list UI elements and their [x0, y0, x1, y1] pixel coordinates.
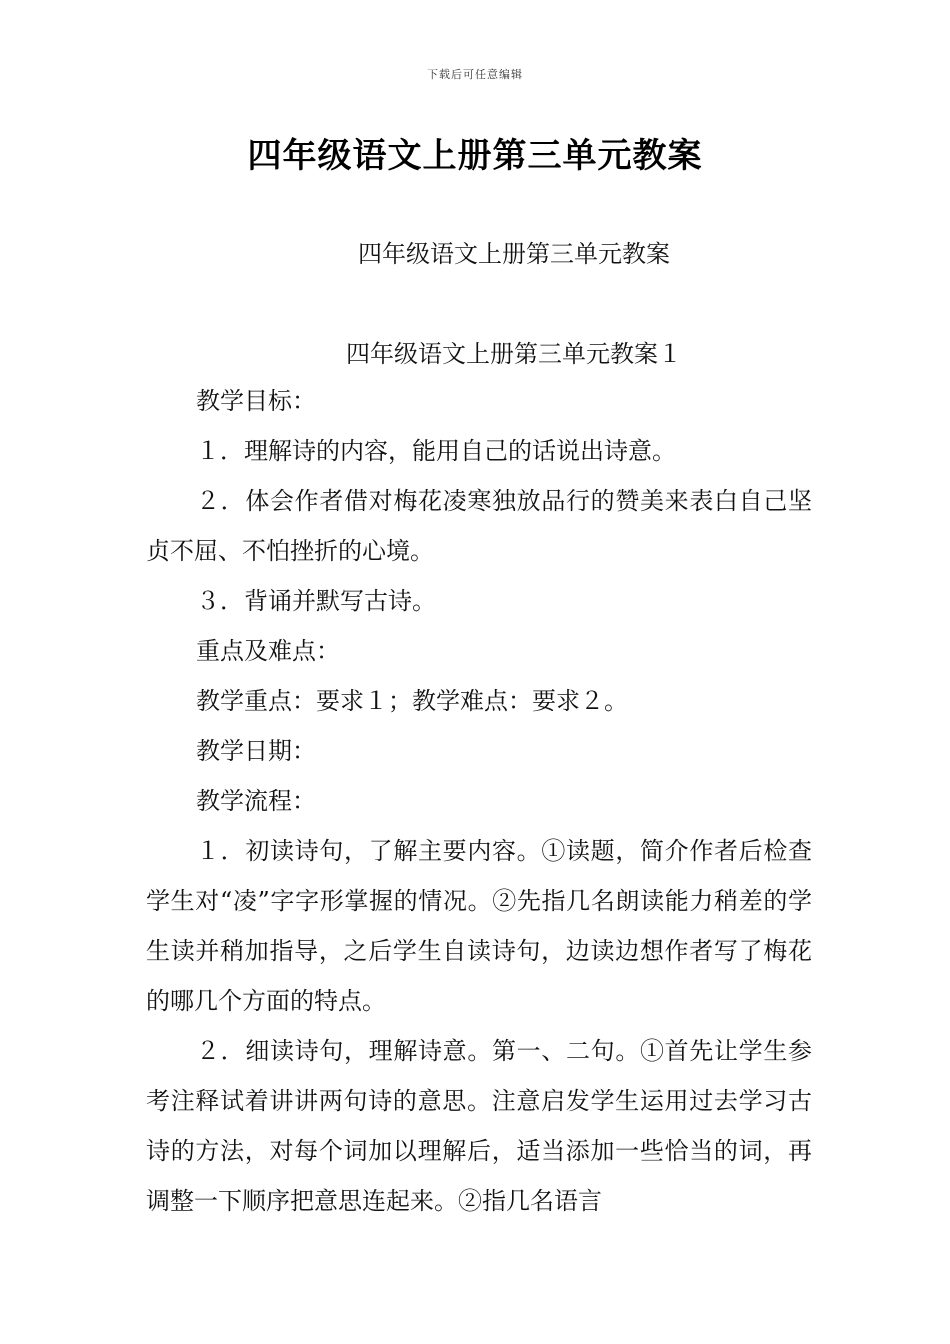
paragraph: １．初读诗句，了解主要内容。①读题，简介作者后检查学生对“凌”字字形掌握的情况。②先指几名朗读能力稍差的学生读并稍加指导，之后学生自读诗句，边读边想作者写了梅花的哪几个方面的特点。	[146, 837, 812, 1015]
paragraph: 教学目标：	[196, 387, 316, 415]
paragraph: 重点及难点：	[196, 637, 340, 665]
header-note: 下载后可任意编辑	[427, 68, 523, 81]
body-text	[146, 376, 812, 1226]
paragraph: ２．细读诗句，理解诗意。第一、二句。①首先让学生参考注释试着讲讲两句诗的意思。注意启发学生运用过去学习古诗的方法，对每个词加以理解后，适当添加一些恰当的词，再调整一下顺序把意思连起来。②指几名语言	[146, 1037, 812, 1215]
paragraph: 教学日期：	[196, 737, 316, 765]
document-title: 四年级语文上册第三单元教案	[247, 136, 703, 176]
document-subtitle: 四年级语文上册第三单元教案	[358, 240, 670, 268]
paragraph: ３．背诵并默写古诗。	[196, 587, 436, 615]
section-title: 四年级语文上册第三单元教案１	[346, 340, 682, 368]
paragraph: 教学流程：	[196, 787, 316, 815]
paragraph: ２．体会作者借对梅花凌寒独放品行的赞美来表白自己坚贞不屈、不怕挫折的心境。	[146, 487, 812, 565]
paragraph: １．理解诗的内容，能用自己的话说出诗意。	[196, 437, 676, 465]
paragraph: 教学重点：要求１；教学难点：要求２。	[196, 687, 628, 715]
